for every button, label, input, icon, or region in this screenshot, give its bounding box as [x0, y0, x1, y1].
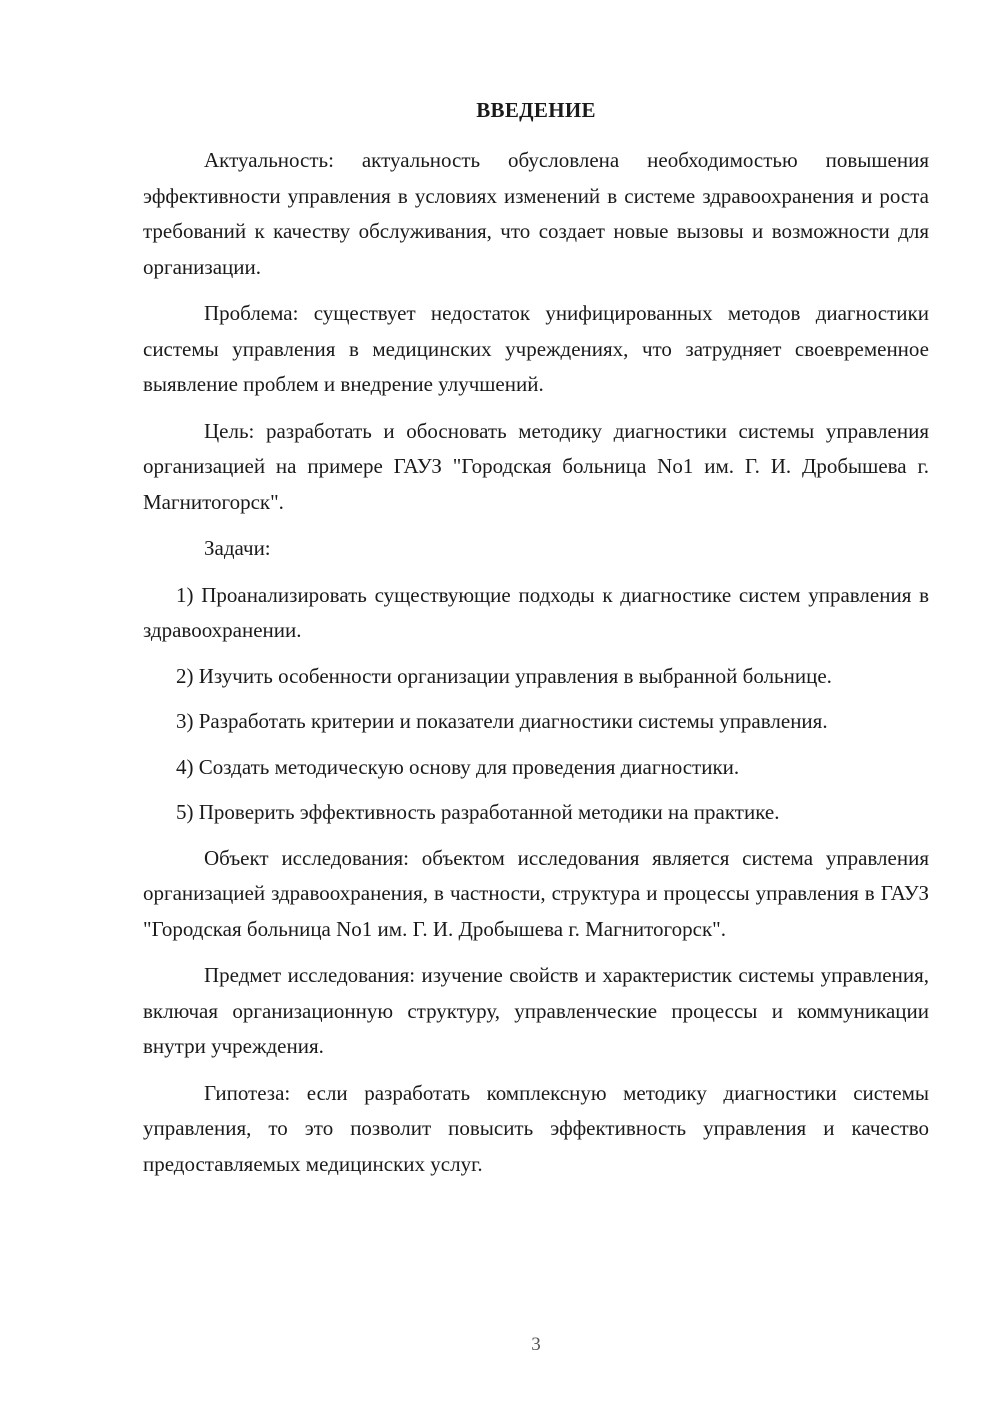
paragraph-object: Объект исследования: объектом исследования является система управления организацией здравоохранения, в частности, структура и процессы управления в ГАУЗ "Городская больница No1 им. Г. И. Дробышева г. Магнитогорск".: [143, 845, 929, 941]
paragraph-goal: Цель: разработать и обосновать методику диагностики системы управления организацией на примере ГАУЗ "Городская больница No1 им. Г. И. Дробышева г. Магнитогорск".: [143, 418, 929, 514]
tasks-label: Задачи:: [204, 536, 271, 560]
task-item-4: 4) Создать методическую основу для проведения диагностики.: [176, 754, 740, 779]
task-item-1: 1) Проанализировать существующие подходы к диагностике систем управления в здравоохранении.: [143, 582, 929, 642]
task-item-2: 2) Изучить особенности организации управления в выбранной больнице.: [176, 663, 832, 688]
task-item-3: 3) Разработать критерии и показатели диагностики системы управления.: [176, 709, 828, 733]
paragraph-hypothesis: Гипотеза: если разработать комплексную методику диагностики системы управления, то это позволит повысить эффективность управления и качество предоставляемых медицинских услуг.: [143, 1080, 929, 1176]
paragraph-subject: Предмет исследования: изучение свойств и характеристик системы управления, включая организационную структуру, управленческие процессы и коммуникации внутри учреждения.: [143, 963, 929, 1058]
document-page: [143, 96, 929, 1193]
paragraph-problem: Проблема: существует недостаток унифицированных методов диагностики системы управления в медицинских учреждениях, что затрудняет своевременное выявление проблем и внедрение улучшений.: [143, 301, 929, 396]
task-item-5: 5) Проверить эффективность разработанной методики на практике.: [176, 800, 780, 824]
paragraph-relevance: Актуальность: актуальность обусловлена необходимостью повышения эффективности управления в условиях изменений в системе здравоохранения и роста требований к качеству обслуживания, что создает новые вызовы и возможности для организации.: [143, 148, 929, 279]
page-number: 3: [531, 1334, 541, 1355]
section-heading: ВВЕДЕНИЕ: [476, 98, 596, 122]
